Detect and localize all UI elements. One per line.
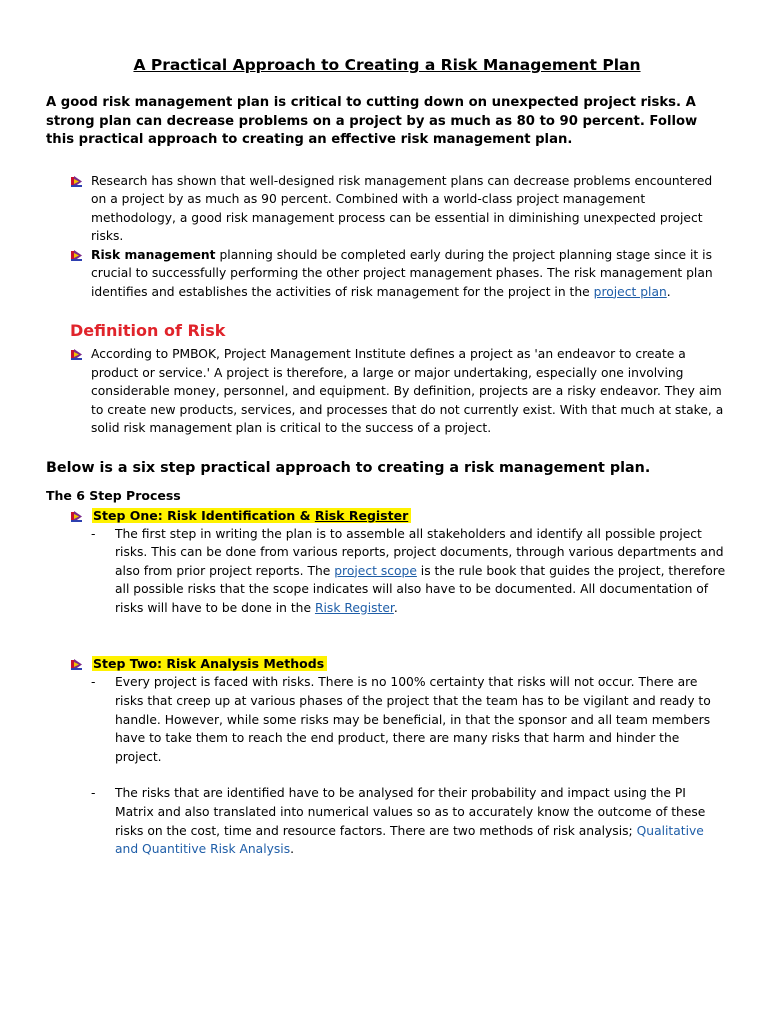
page-title: A Practical Approach to Creating a Risk Management Plan [133,56,641,74]
step-two-paragraph-1 [46,673,728,766]
bullet-list [46,172,728,302]
bullet-text: planning should be completed early during the project planning stage since it is crucial to successfully performing the other project management phases. The risk management plan identifies and establishes the activities of risk management for the project in the [91,247,713,299]
list-item [46,345,728,438]
risk-register-link[interactable]: Risk Register [314,600,394,615]
paragraph-end: . [393,600,398,615]
bullet-arrow-icon [70,658,84,671]
intro-paragraph: A good risk management plan is critical to cutting down on unexpected project risks. A strong plan can decrease problems on a project by as much as 80 to 90 percent. Follow this practical approach to creating an effective risk management plan. [46,95,698,147]
bullet-arrow-icon [70,510,84,523]
list-item [46,172,728,246]
step-one-highlight [92,508,411,523]
bullet-arrow-icon [70,249,84,262]
bullet-bold-term: Risk management [91,247,216,262]
paragraph-text: The risks that are identified have to be analysed for their probability and impact using the PI Matrix and also translated into numerical values so as to accurately know the outcome of these risks on the cost, time and resource factors. There are two methods of risk analysis; [115,786,706,838]
bullet-text-end: . [666,284,671,299]
dash-marker: - [91,786,96,801]
definition-heading: Definition of Risk [70,321,226,340]
step-one-paragraph [46,525,728,618]
step-one-label: Step One: Risk Identification & [93,507,315,523]
step-one-heading [46,507,728,525]
list-item [46,246,728,302]
bullet-arrow-icon [70,175,84,188]
dash-marker: - [91,675,96,690]
paragraph-text: is the rule book that guides the project, therefore all possible risks that the scope indicates will also have to be documented. All documentation of risks will have to be done in the [115,563,726,615]
step-two-paragraph-2 [46,784,728,858]
risk-analysis-link[interactable]: Qualitative and Quantitive Risk Analysis [115,823,704,857]
risk-register-heading-link[interactable]: Risk Register [314,507,409,523]
paragraph-text: Every project is faced with risks. There is no 100% certainty that risks will not occur. There are risks that creep up at various phases of the project that the team has to be vigilant and ready to handle. However, while some risks may be beneficial, in that the sponsor and all team members have to take them to reach the end product, there are many risks that harm and hinder the project. [115,675,711,764]
paragraph-text: The first step in writing the plan is to assemble all stakeholders and identify all possible project risks. This can be done from various reports, project documents, through various departments and also from prior project reports. The [115,526,724,578]
dash-marker: - [91,526,96,541]
spacer [46,617,728,653]
project-plan-link[interactable]: project plan [593,284,667,299]
definition-text: According to PMBOK, Project Management Institute defines a project as 'an endeavor to create a product or service.' A project is therefore, a large or major undertaking, especially one involving considerable money, personnel, and equipment. By definition, projects are a risky endeavor. They aim to create new products, services, and processes that do not currently exist. With that much at stake, a solid risk management plan is critical to the success of a project. [91,347,724,435]
step-two-label: Step Two: Risk Analysis Methods [92,656,327,671]
bullet-text: Research has shown that well-designed risk management plans can decrease problems encountered on a project by as much as 90 percent. Combined with a world-class project management methodology, a good risk management process can be essential in diminishing unexpected project risks. [91,173,713,243]
bullet-arrow-icon [70,348,84,361]
project-scope-link[interactable]: project scope [334,563,417,578]
step-two-heading [46,655,728,673]
process-heading: The 6 Step Process [46,487,181,503]
definition-list [46,345,728,438]
spacer [46,766,728,784]
six-step-heading: Below is a six step practical approach to creating a risk management plan. [46,459,651,476]
paragraph-end: . [290,842,295,857]
